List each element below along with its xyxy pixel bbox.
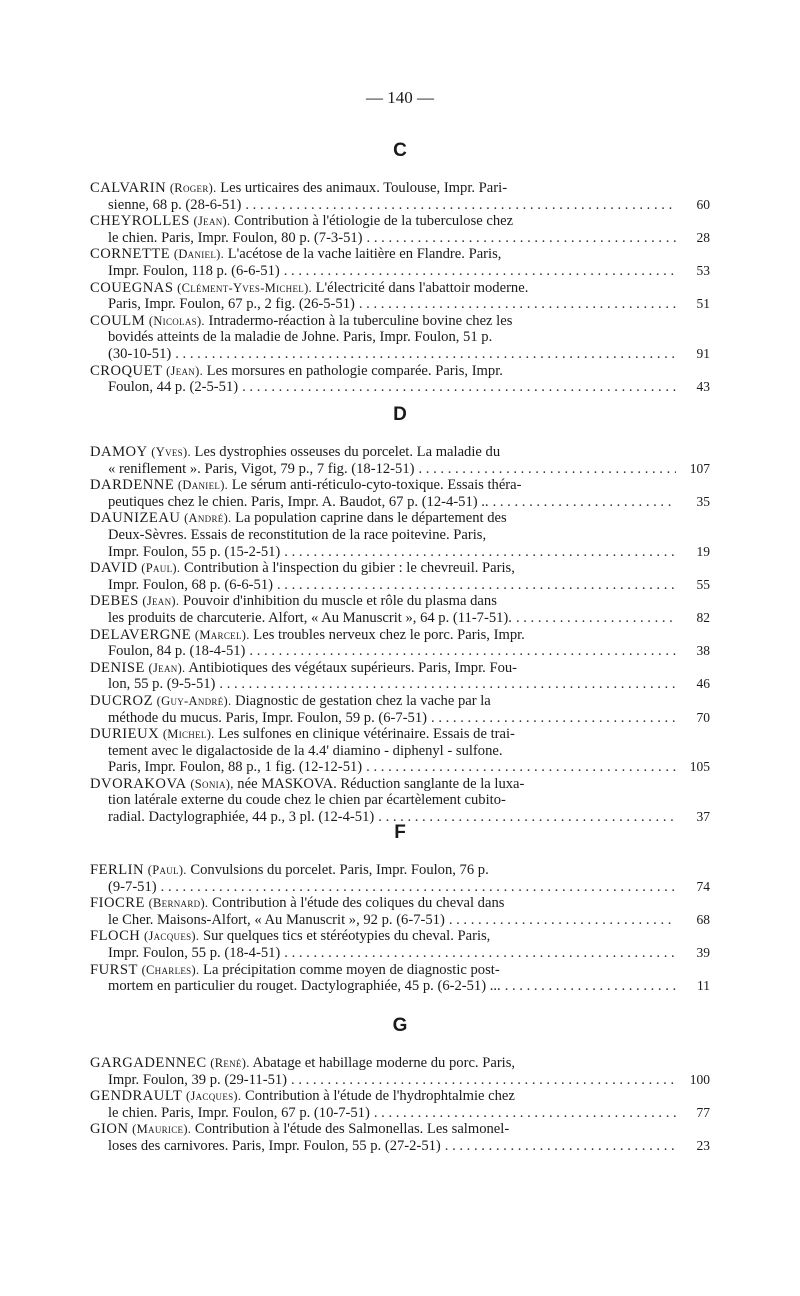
author-given-name: (René). [210, 1056, 250, 1070]
entry-continuation: radial. Dactylographiée, 44 p., 3 pl. (12-4-51) [108, 809, 375, 826]
author-given-name: (Jean). [142, 594, 180, 609]
page-reference: 82 [696, 609, 710, 625]
author-given-name: (Jean). [193, 214, 231, 229]
dot-leader [284, 945, 676, 962]
bibliography-entry [90, 726, 710, 776]
entry-continuation: Foulon, 44 p. (2-5-51) [108, 379, 239, 396]
author-given-name: (Jacques). [144, 929, 200, 944]
entry-title: Contribution à l'étude de l'hydrophtalmie chez [244, 1088, 515, 1105]
bibliography-entry [90, 560, 710, 593]
bibliography-entry [90, 593, 710, 626]
bibliography-entry [90, 510, 710, 560]
dot-leader [242, 379, 676, 396]
bibliography-entry [90, 313, 710, 363]
page-reference: 37 [696, 809, 710, 825]
page-reference: 68 [696, 911, 710, 927]
section-c [90, 140, 710, 396]
page-reference: 35 [696, 493, 710, 509]
entry-continuation: (30-10-51) [108, 345, 172, 362]
page-reference: 53 [696, 262, 710, 278]
author-surname: DAMOY [90, 444, 148, 460]
author-surname: CHEYROLLES [90, 213, 190, 230]
entry-title: Contribution à l'inspection du gibier : le chevreuil. Paris, [183, 560, 515, 577]
section-letter: C [393, 140, 407, 161]
bibliography-entry [90, 363, 710, 396]
author-surname: FURST [90, 961, 138, 978]
author-given-name: (Jacques). [186, 1089, 242, 1104]
entry-continuation: Impr. Foulon, 39 p. (29-11-51) [108, 1071, 288, 1088]
section-f [90, 822, 710, 995]
author-surname: DENISE [90, 659, 145, 676]
entry-continuation: le chien. Paris, Impr. Foulon, 67 p. (10-7-51) [108, 1104, 370, 1121]
author-surname: GION [90, 1121, 129, 1138]
entry-title: née MASKOVA. Réduction sanglante de la luxa- [237, 775, 525, 792]
bibliography-entry [90, 895, 710, 928]
page-reference: 105 [689, 759, 710, 775]
dot-leader [245, 197, 676, 214]
page-reference: 39 [696, 944, 710, 960]
page-number: — 140 — [366, 88, 434, 107]
entry-title: Antibiotiques des végétaux supérieurs. Paris, Impr. Fou- [188, 659, 518, 676]
author-given-name: (Clément-Yves-Michel). [177, 280, 312, 295]
entry-continuation: Impr. Foulon, 68 p. (6-6-51) [108, 576, 273, 593]
page-reference: 107 [689, 460, 710, 476]
page-reference: 70 [696, 709, 710, 725]
entry-continuation: tion latérale externe du coude chez le chien par écartèlement cubito- [108, 792, 506, 809]
bibliography-entry [90, 444, 710, 477]
entry-continuation: Foulon, 84 p. (18-4-51) [108, 643, 246, 660]
entry-continuation: Deux-Sèvres. Essais de reconstitution de la race poitevine. Paris, [108, 526, 487, 543]
entry-continuation: peutiques chez le chien. Paris, Impr. A. Baudot, 67 p. (12-4-51) .. [108, 493, 489, 510]
entry-title: Les urticaires des animaux. Toulouse, Impr. Pari- [220, 180, 508, 196]
entry-title: Contribution à l'étude des Salmonellas. Les salmonel- [194, 1121, 510, 1138]
dot-leader [367, 230, 676, 247]
entry-continuation: Impr. Foulon, 55 p. (18-4-51) [108, 944, 281, 961]
entry-continuation: bovidés atteints de la maladie de Johne. Paris, Impr. Foulon, 51 p. [108, 329, 493, 346]
bibliography-entry [90, 1055, 710, 1088]
dot-leader [291, 1072, 676, 1089]
author-surname: CORNETTE [90, 246, 171, 263]
page-reference: 23 [696, 1137, 710, 1153]
bibliography-entry [90, 1088, 710, 1121]
bibliography-entry [90, 213, 710, 246]
author-given-name: (Guy-André). [156, 693, 232, 708]
author-surname: GENDRAULT [90, 1088, 183, 1105]
entry-continuation: sienne, 68 p. (28-6-51) [108, 196, 242, 213]
page-reference: 11 [697, 978, 710, 994]
dot-leader [284, 263, 676, 280]
entry-title: Les sulfones en clinique vétérinaire. Essais de trai- [218, 726, 515, 743]
page-reference: 43 [696, 379, 710, 395]
entry-title: La population caprine dans le département des [235, 510, 507, 527]
dot-leader [175, 346, 676, 363]
section-g [90, 1015, 710, 1155]
author-surname: GARGADENNEC [90, 1055, 207, 1071]
bibliography-entry [90, 477, 710, 510]
section-letter: F [394, 822, 406, 843]
bibliography-entry [90, 180, 710, 213]
entry-continuation: Impr. Foulon, 118 p. (6-6-51) [108, 262, 280, 279]
author-surname: DELAVERGNE [90, 626, 192, 643]
entry-continuation: méthode du mucus. Paris, Impr. Foulon, 59 p. (6-7-51) [108, 709, 428, 726]
author-surname: DAUNIZEAU [90, 510, 181, 527]
author-surname: DAVID [90, 560, 138, 577]
author-surname: DEBES [90, 593, 139, 610]
entry-continuation: Impr. Foulon, 55 p. (15-2-51) [108, 543, 281, 560]
author-surname: COUEGNAS [90, 279, 174, 296]
bibliography-entry [90, 928, 710, 961]
page-reference: 91 [696, 345, 710, 361]
section-letter: G [392, 1015, 408, 1036]
dot-leader [219, 676, 676, 693]
bibliography-entry [90, 627, 710, 660]
page-reference: 100 [689, 1071, 710, 1087]
entry-continuation: lon, 55 p. (9-5-51) [108, 676, 216, 693]
page-reference: 60 [696, 196, 710, 212]
bibliography-entry [90, 862, 710, 895]
page-reference: 38 [696, 643, 710, 659]
entry-continuation: loses des carnivores. Paris, Impr. Foulon, 55 p. (27-2-51) [108, 1137, 441, 1154]
author-given-name: (Sonia), [190, 776, 234, 791]
entry-title: Sur quelques tics et stéréotypies du cheval. Paris, [202, 928, 491, 945]
author-surname: FIOCRE [90, 895, 145, 912]
author-given-name: (Jean). [166, 363, 203, 378]
entry-title: Intradermo-réaction à la tuberculine bovine chez les [208, 312, 513, 329]
bibliography-entry [90, 693, 710, 726]
dot-leader [249, 643, 676, 660]
author-surname: COULM [90, 312, 146, 329]
entry-title: Le sérum anti-réticulo-cyto-toxique. Essais théra- [231, 477, 522, 494]
author-given-name: (Yves). [151, 445, 191, 459]
dot-leader [505, 978, 676, 995]
dot-leader [366, 759, 676, 776]
page-reference: 74 [696, 878, 710, 894]
author-surname: DARDENNE [90, 477, 175, 494]
dot-leader [419, 461, 677, 478]
section-letter: D [393, 404, 407, 425]
author-given-name: (Paul). [141, 561, 181, 576]
dot-leader [449, 912, 676, 929]
entry-continuation: le chien. Paris, Impr. Foulon, 80 p. (7-3-51) [108, 229, 363, 246]
author-given-name: (Marcel). [194, 627, 250, 642]
entry-title: Abatage et habillage moderne du porc. Paris, [252, 1055, 516, 1071]
author-given-name: (Bernard). [148, 896, 209, 911]
author-surname: CALVARIN [90, 180, 167, 196]
entry-continuation: les produits de charcuterie. Alfort, « Au Manuscrit », 64 p. (11-7-51). [108, 609, 512, 626]
author-given-name: (Charles). [141, 962, 200, 977]
author-given-name: (Daniel). [173, 247, 225, 262]
author-given-name: (Nicolas). [148, 313, 205, 328]
bibliography-entry [90, 280, 710, 313]
dot-leader [516, 610, 676, 627]
page-reference: 77 [696, 1104, 710, 1120]
entry-title: Les morsures en pathologie comparée. Paris, Impr. [206, 362, 503, 379]
dot-leader [284, 544, 676, 561]
page-reference: 28 [696, 229, 710, 245]
entry-continuation: tement avec le digalactoside de la 4.4' diamino - diphenyl - sulfone. [108, 742, 503, 759]
dot-leader [359, 296, 676, 313]
author-given-name: (Maurice). [132, 1122, 192, 1137]
section-d [90, 404, 710, 826]
entry-title: Les dystrophies osseuses du porcelet. La maladie du [194, 444, 501, 460]
page-reference: 51 [696, 296, 710, 312]
author-given-name: (Michel). [162, 727, 215, 742]
entry-continuation: « reniflement ». Paris, Vigot, 79 p., 7 fig. (18-12-51) [108, 460, 415, 477]
author-surname: DVORAKOVA [90, 775, 187, 792]
author-surname: DUCROZ [90, 692, 153, 709]
entry-title: Contribution à l'étiologie de la tuberculose chez [234, 213, 514, 230]
dot-leader [445, 1138, 676, 1155]
author-surname: FLOCH [90, 928, 141, 945]
bibliography-entry [90, 246, 710, 279]
entry-continuation: Paris, Impr. Foulon, 67 p., 2 fig. (26-5-51) [108, 296, 355, 313]
author-surname: CROQUET [90, 362, 163, 379]
entry-continuation: mortem en particulier du rouget. Dactylographiée, 45 p. (6-2-51) ... [108, 978, 501, 995]
entry-continuation: le Cher. Maisons-Alfort, « Au Manuscrit », 92 p. (6-7-51) [108, 911, 445, 928]
bibliography-entry [90, 776, 710, 826]
page-reference: 46 [696, 676, 710, 692]
dot-leader [277, 577, 676, 594]
entry-continuation: (9-7-51) [108, 878, 157, 895]
bibliography-entry [90, 962, 710, 995]
author-given-name: (Roger). [169, 181, 217, 195]
author-surname: DURIEUX [90, 726, 160, 743]
entry-continuation: Paris, Impr. Foulon, 88 p., 1 fig. (12-12-51) [108, 759, 363, 776]
bibliography-entry [90, 1121, 710, 1154]
bibliography-entry [90, 660, 710, 693]
dot-leader [493, 494, 676, 511]
page-reference: 19 [696, 543, 710, 559]
page-reference: 55 [696, 576, 710, 592]
entry-title: Diagnostic de gestation chez la vache par la [235, 692, 491, 709]
dot-leader [374, 1105, 676, 1122]
dot-leader [431, 710, 676, 727]
entry-title: La précipitation comme moyen de diagnostic post- [203, 961, 500, 978]
entry-title: Pouvoir d'inhibition du muscle et rôle du plasma dans [182, 593, 497, 610]
author-given-name: (Daniel). [177, 478, 229, 493]
entry-title: L'électricité dans l'abattoir moderne. [315, 279, 529, 296]
author-given-name: (Jean). [148, 660, 186, 675]
entry-title: Les troubles nerveux chez le porc. Paris, Impr. [253, 626, 525, 643]
entry-title: Contribution à l'étude des coliques du cheval dans [212, 895, 505, 912]
author-given-name: (Paul). [147, 863, 187, 877]
entry-title: Convulsions du porcelet. Paris, Impr. Foulon, 76 p. [190, 862, 489, 878]
entry-title: L'acétose de la vache laitière en Flandre. Paris, [227, 246, 502, 263]
author-surname: FERLIN [90, 862, 145, 878]
dot-leader [161, 879, 676, 896]
author-given-name: (André). [184, 511, 232, 526]
